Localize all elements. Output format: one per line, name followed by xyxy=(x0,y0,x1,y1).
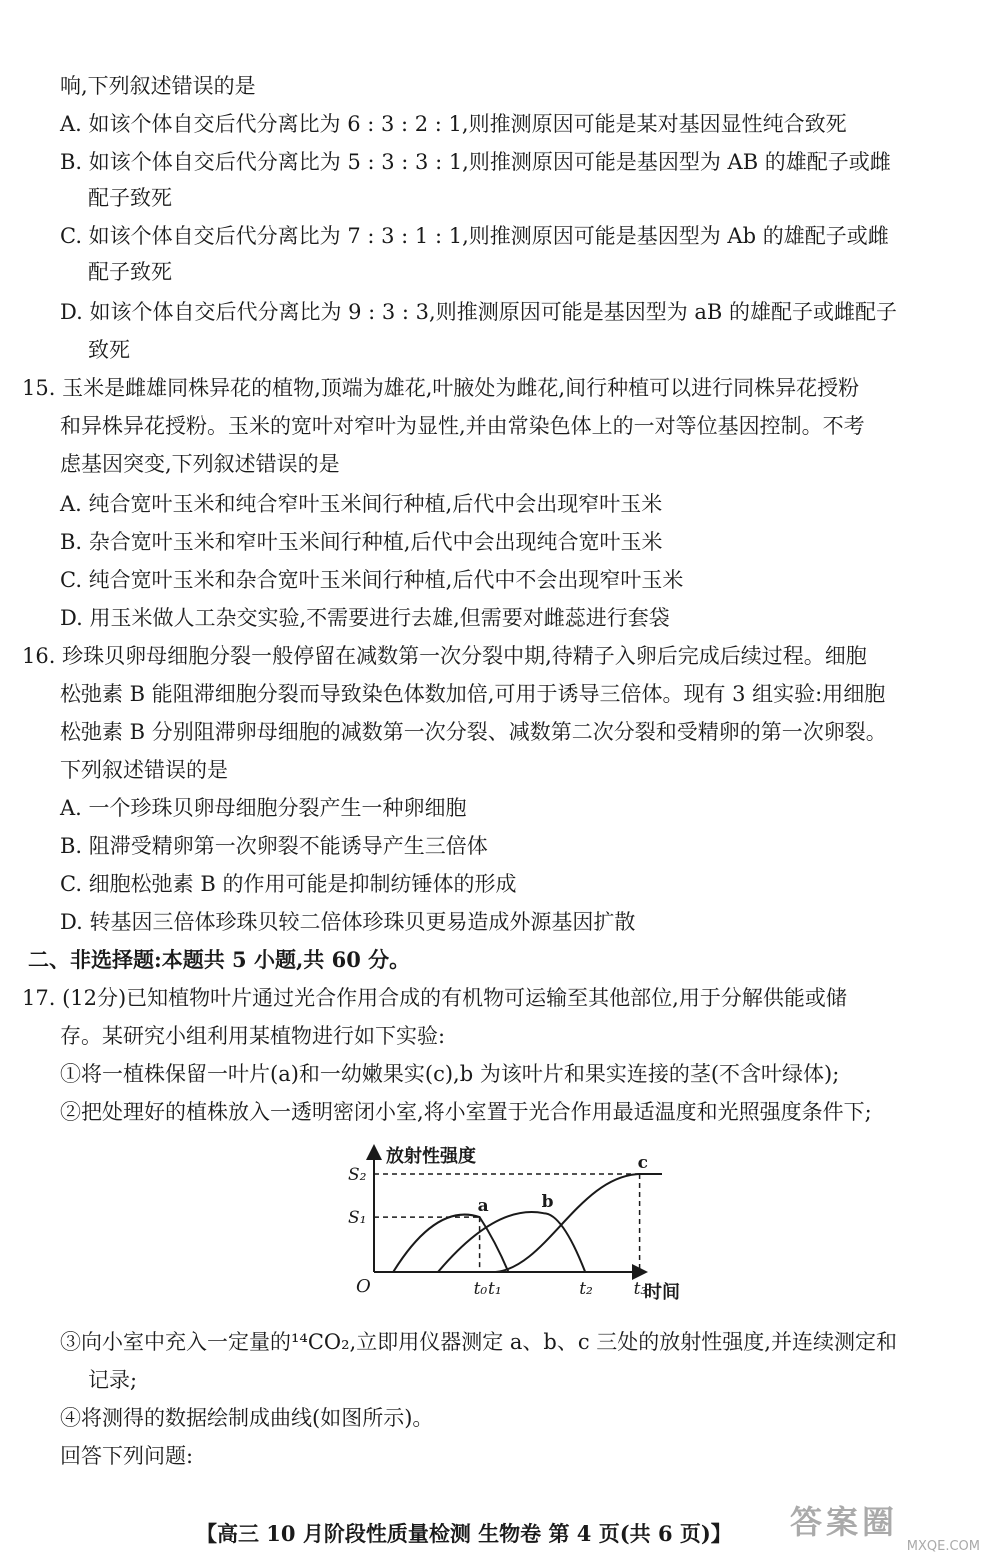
q16-option-a: A. 一个珍珠贝卵母细胞分裂产生一种卵细胞 xyxy=(60,796,467,820)
q15-option-a: A. 纯合宽叶玉米和纯合窄叶玉米间行种植,后代中会出现窄叶玉米 xyxy=(60,492,663,516)
q15-option-c: C. 纯合宽叶玉米和杂合宽叶玉米间行种植,后代中不会出现窄叶玉米 xyxy=(60,568,684,592)
q14-option-b-cont: 配子致死 xyxy=(88,186,172,210)
q14-stem-end: 响,下列叙述错误的是 xyxy=(60,74,256,98)
curve-label-c: c xyxy=(637,1153,648,1173)
q14-option-d: D. 如该个体自交后代分离比为 9 : 3 : 3,则推测原因可能是基因型为 aB 的雄配子或雌配子 xyxy=(60,300,898,324)
x-mark-2: t₂ xyxy=(579,1279,593,1299)
radioactivity-figure xyxy=(340,1140,700,1310)
y-mark-0: S₂ xyxy=(348,1165,367,1185)
x-mark-0: t₀ xyxy=(473,1279,488,1299)
q14-option-d-cont: 致死 xyxy=(88,338,130,362)
page-footer: 【高三 10 月阶段性质量检测 生物卷 第 4 页(共 6 页)】 xyxy=(196,1521,732,1546)
q17-stem-line1: 17. (12分)已知植物叶片通过光合作用合成的有机物可运输至其他部位,用于分解供能或储 xyxy=(22,986,847,1010)
q17-step-2: ②把处理好的植株放入一透明密闭小室,将小室置于光合作用最适温度和光照强度条件下; xyxy=(60,1100,872,1124)
q16-stem-line3: 松弛素 B 分别阻滞卵母细胞的减数第一次分裂、减数第二次分裂和受精卵的第一次卵裂。 xyxy=(60,720,887,744)
q15-stem-line3: 虑基因突变,下列叙述错误的是 xyxy=(60,452,340,476)
q15-option-b: B. 杂合宽叶玉米和窄叶玉米间行种植,后代中会出现纯合宽叶玉米 xyxy=(60,530,663,554)
q17-step-4: ④将测得的数据绘制成曲线(如图所示)。 xyxy=(60,1406,434,1430)
section-2-heading: 二、非选择题:本题共 5 小题,共 60 分。 xyxy=(28,947,411,972)
q16-option-d: D. 转基因三倍体珍珠贝较二倍体珍珠贝更易造成外源基因扩散 xyxy=(60,910,636,934)
curve-label-a: a xyxy=(477,1196,489,1217)
watermark-stamp-url: MXQE.COM xyxy=(906,1539,980,1554)
q15-option-d: D. 用玉米做人工杂交实验,不需要进行去雄,但需要对雌蕊进行套袋 xyxy=(60,606,670,630)
watermark-stamp-text: 答案圈 xyxy=(790,1503,899,1541)
q16-stem-line2: 松弛素 B 能阻滞细胞分裂而导致染色体数加倍,可用于诱导三倍体。现有 3 组实验:用细胞 xyxy=(60,682,886,706)
q14-option-a: A. 如该个体自交后代分离比为 6 : 3 : 2 : 1,则推测原因可能是某对基因显性纯合致死 xyxy=(60,112,847,136)
q17-step-3-cont: 记录; xyxy=(88,1368,138,1392)
q17-question-prompt: 回答下列问题: xyxy=(60,1444,194,1468)
q17-stem-line2: 存。某研究小组利用某植物进行如下实验: xyxy=(60,1024,446,1048)
q16-stem-line4: 下列叙述错误的是 xyxy=(60,758,228,782)
q14-option-b: B. 如该个体自交后代分离比为 5 : 3 : 3 : 1,则推测原因可能是基因型为 AB 的雄配子或雌 xyxy=(60,150,891,174)
q16-option-c: C. 细胞松弛素 B 的作用可能是抑制纺锤体的形成 xyxy=(60,872,517,896)
watermark-stamp xyxy=(790,1505,990,1560)
q15-stem-line1: 15. 玉米是雌雄同株异花的植物,顶端为雄花,叶腋处为雌花,间行种植可以进行同株异花授粉 xyxy=(22,376,860,400)
x-mark-3: t₃ xyxy=(633,1279,648,1299)
q15-stem-line2: 和异株异花授粉。玉米的宽叶对窄叶为显性,并由常染色体上的一对等位基因控制。不考 xyxy=(60,414,865,438)
q17-step-1: ①将一植株保留一叶片(a)和一幼嫩果实(c),b 为该叶片和果实连接的茎(不含叶绿体); xyxy=(60,1062,840,1086)
q16-option-b: B. 阻滞受精卵第一次卵裂不能诱导产生三倍体 xyxy=(60,834,488,858)
curve-a xyxy=(393,1215,508,1272)
q16-stem-line1: 16. 珍珠贝卵母细胞分裂一般停留在减数第一次分裂中期,待精子入卵后完成后续过程。细胞 xyxy=(22,644,867,668)
q17-step-3: ③向小室中充入一定量的¹⁴CO₂,立即用仪器测定 a、b、c 三处的放射性强度,并连续测定和 xyxy=(60,1330,897,1354)
y-mark-1: S₁ xyxy=(348,1208,367,1229)
origin-label: O xyxy=(356,1276,371,1297)
y-axis-label: 放射性强度 xyxy=(386,1146,476,1167)
q14-option-c-cont: 配子致死 xyxy=(88,260,172,284)
curve-b xyxy=(438,1212,585,1272)
x-mark-1: t₁ xyxy=(488,1279,502,1299)
radioactivity-chart xyxy=(340,1140,700,1310)
x-axis-label: 时间 xyxy=(644,1282,680,1303)
curve-label-b: b xyxy=(541,1192,554,1213)
q14-option-c: C. 如该个体自交后代分离比为 7 : 3 : 1 : 1,则推测原因可能是基因型为 Ab 的雄配子或雌 xyxy=(60,224,889,248)
